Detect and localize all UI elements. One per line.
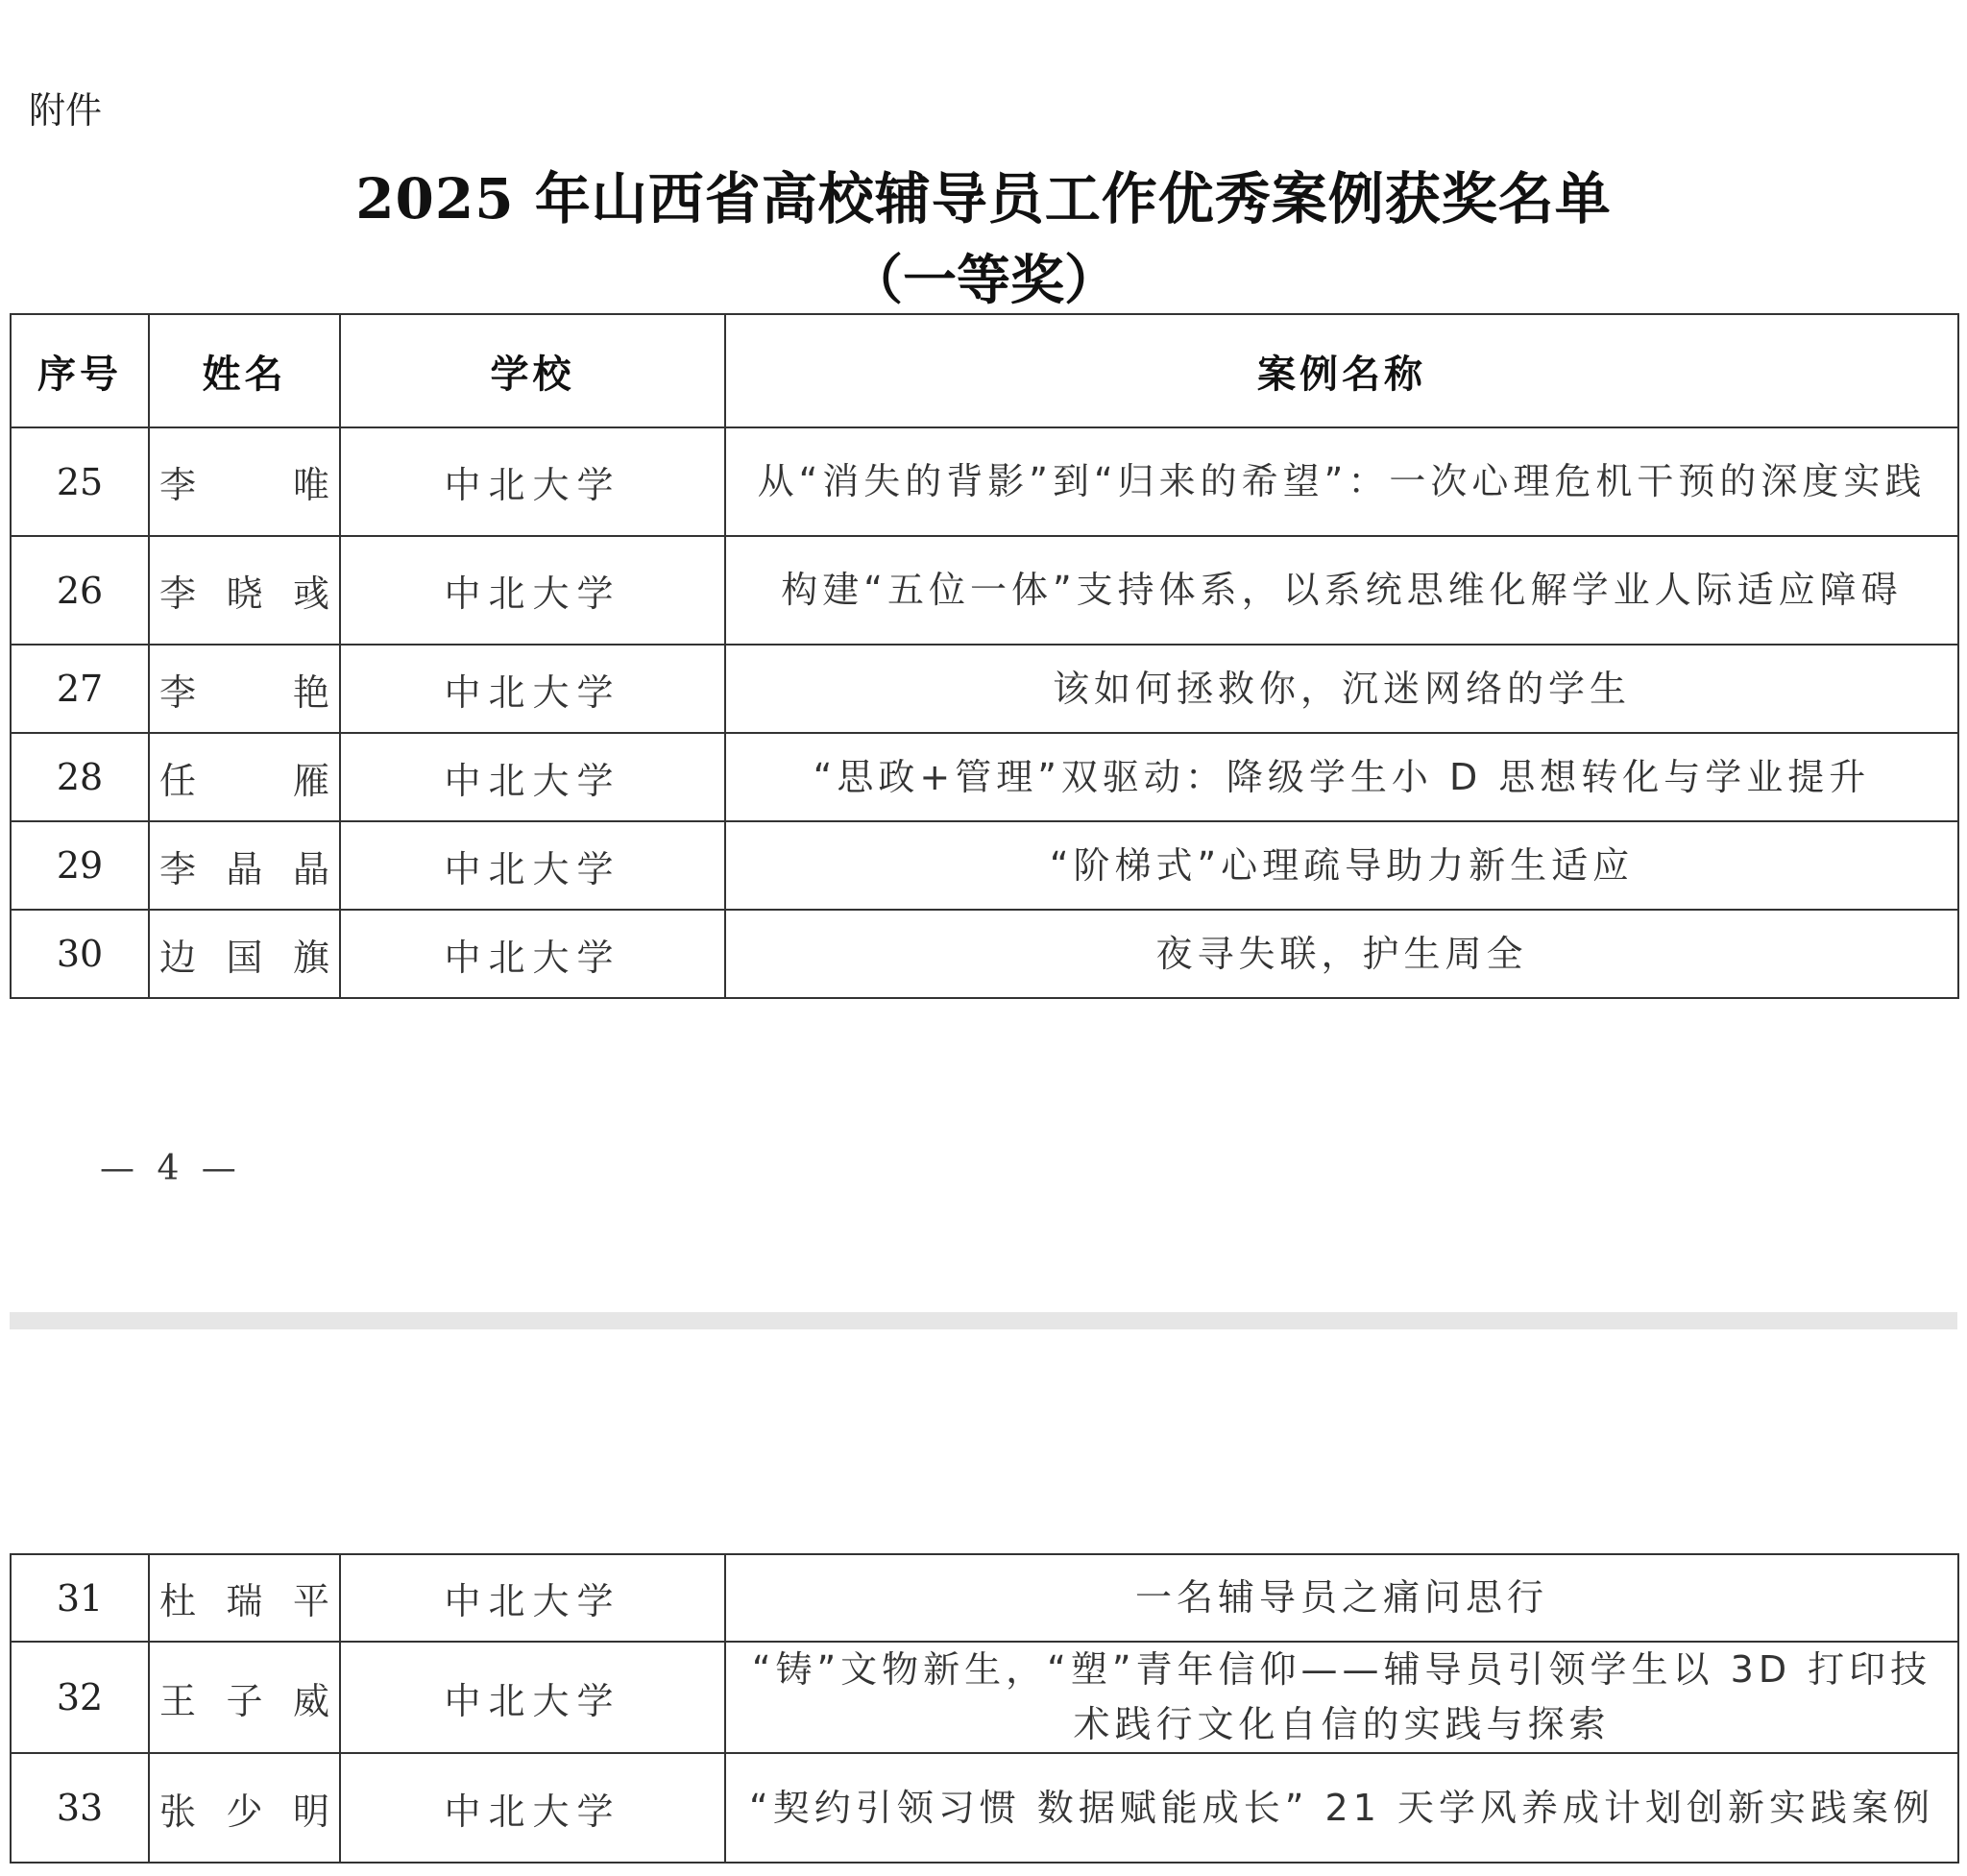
awardee-name: 杜瑞平 <box>149 1554 340 1642</box>
awardee-name: 李 艳 <box>149 645 340 733</box>
row-number: 29 <box>11 821 149 910</box>
row-number: 33 <box>11 1753 149 1863</box>
row-number: 30 <box>11 910 149 998</box>
school-name: 中北大学 <box>340 910 725 998</box>
table-row <box>11 910 1958 998</box>
school-name: 中北大学 <box>340 821 725 910</box>
column-header-school: 学校 <box>340 314 725 427</box>
case-title: 构建“五位一体”支持体系，以系统思维化解学业人际适应障碍 <box>725 536 1958 645</box>
school-name: 中北大学 <box>340 427 725 536</box>
table-row <box>11 645 1958 733</box>
table-row <box>11 427 1958 536</box>
page-number: — 4 — <box>100 1149 242 1188</box>
school-name: 中北大学 <box>340 1642 725 1753</box>
school-name: 中北大学 <box>340 1554 725 1642</box>
column-header-name: 姓名 <box>149 314 340 427</box>
awardee-name: 李 唯 <box>149 427 340 536</box>
awardee-name: 张少明 <box>149 1753 340 1863</box>
school-name: 中北大学 <box>340 1753 725 1863</box>
awardee-name: 李晶晶 <box>149 821 340 910</box>
awards-table-page-5 <box>10 1553 1959 1864</box>
column-header-number: 序号 <box>11 314 149 427</box>
case-title: 从“消失的背影”到“归来的希望”：一次心理危机干预的深度实践 <box>725 427 1958 536</box>
row-number: 32 <box>11 1642 149 1753</box>
table-row <box>11 536 1958 645</box>
award-level-subtitle: （一等奖） <box>849 249 1118 312</box>
awardee-name: 王子威 <box>149 1642 340 1753</box>
awardee-name: 边国旗 <box>149 910 340 998</box>
awardee-name: 李晓彧 <box>149 536 340 645</box>
awards-table-page-4 <box>10 313 1959 999</box>
column-header-case-title: 案例名称 <box>725 314 1958 427</box>
table-row <box>11 733 1958 821</box>
case-title: 该如何拯救你，沉迷网络的学生 <box>725 645 1958 733</box>
table-row <box>11 1753 1958 1863</box>
table-row <box>11 1642 1958 1753</box>
school-name: 中北大学 <box>340 645 725 733</box>
case-title: “契约引领习惯 数据赋能成长” 21 天学风养成计划创新实践案例 <box>725 1753 1958 1863</box>
page-separator <box>10 1312 1957 1329</box>
case-title: “铸”文物新生，“塑”青年信仰——辅导员引领学生以 3D 打印技术践行文化自信的实践与探索 <box>725 1642 1958 1753</box>
school-name: 中北大学 <box>340 733 725 821</box>
row-number: 31 <box>11 1554 149 1642</box>
case-title: “思政+管理”双驱动：降级学生小 D 思想转化与学业提升 <box>725 733 1958 821</box>
row-number: 26 <box>11 536 149 645</box>
row-number: 25 <box>11 427 149 536</box>
table-row <box>11 821 1958 910</box>
document-title: 2025 年山西省高校辅导员工作优秀案例获奖名单 <box>355 166 1612 231</box>
case-title: 夜寻失联，护生周全 <box>725 910 1958 998</box>
case-title: 一名辅导员之痛问思行 <box>725 1554 1958 1642</box>
row-number: 27 <box>11 645 149 733</box>
table-row <box>11 1554 1958 1642</box>
school-name: 中北大学 <box>340 536 725 645</box>
case-title: “阶梯式”心理疏导助力新生适应 <box>725 821 1958 910</box>
row-number: 28 <box>11 733 149 821</box>
attachment-label: 附件 <box>29 89 103 132</box>
table-header-row <box>11 314 1958 427</box>
awardee-name: 任 雁 <box>149 733 340 821</box>
